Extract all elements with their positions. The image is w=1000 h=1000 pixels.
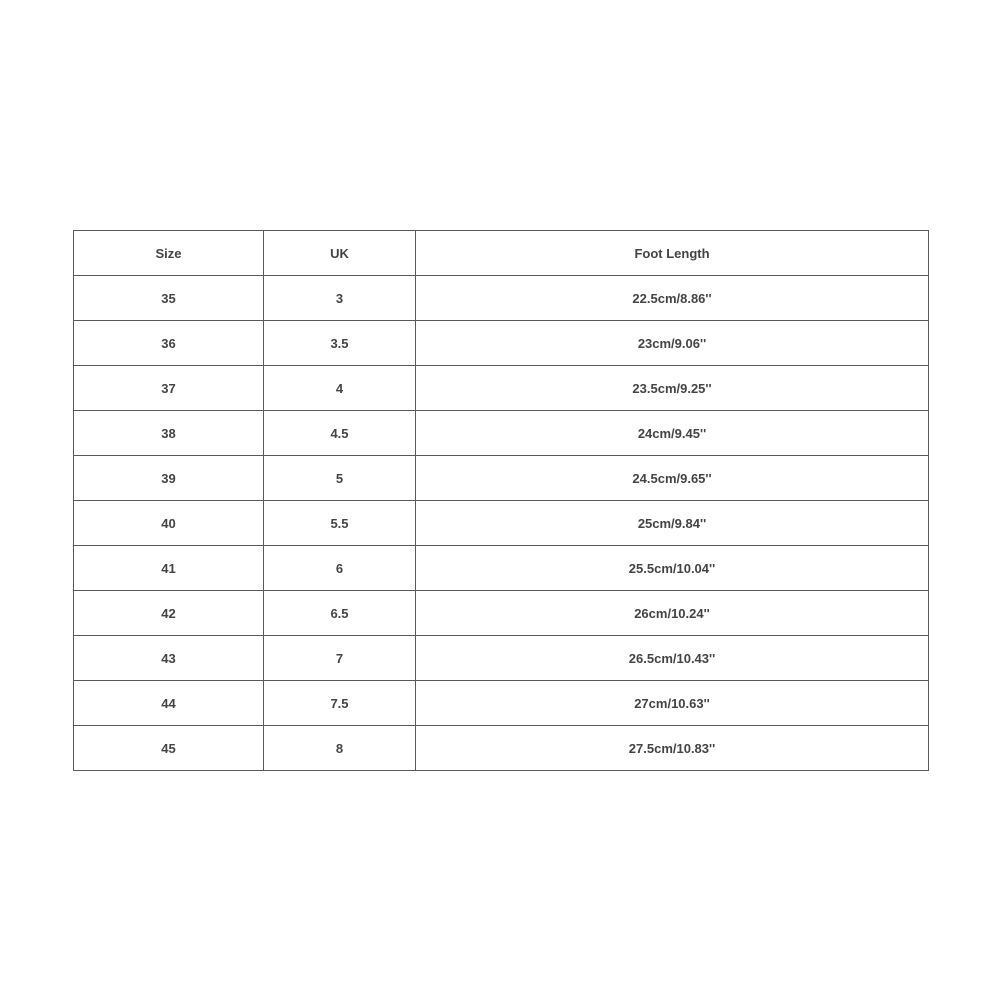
cell-foot-length: 25.5cm/10.04'' [416,546,929,591]
cell-size: 36 [74,321,264,366]
cell-foot-length: 22.5cm/8.86'' [416,276,929,321]
table-row [74,276,929,321]
cell-size: 40 [74,501,264,546]
table-row [74,681,929,726]
cell-uk: 4 [264,366,416,411]
cell-uk: 4.5 [264,411,416,456]
table-row [74,636,929,681]
cell-size: 44 [74,681,264,726]
cell-uk: 5 [264,456,416,501]
table-row [74,591,929,636]
cell-foot-length: 24.5cm/9.65'' [416,456,929,501]
cell-foot-length: 23cm/9.06'' [416,321,929,366]
table-row [74,501,929,546]
cell-size: 43 [74,636,264,681]
header-uk: UK [264,231,416,276]
cell-size: 37 [74,366,264,411]
cell-size: 45 [74,726,264,771]
cell-foot-length: 27cm/10.63'' [416,681,929,726]
cell-size: 38 [74,411,264,456]
table-row [74,366,929,411]
header-size: Size [74,231,264,276]
cell-uk: 7.5 [264,681,416,726]
cell-uk: 3 [264,276,416,321]
table-row [74,411,929,456]
cell-uk: 6 [264,546,416,591]
cell-size: 39 [74,456,264,501]
cell-uk: 6.5 [264,591,416,636]
cell-foot-length: 23.5cm/9.25'' [416,366,929,411]
cell-foot-length: 24cm/9.45'' [416,411,929,456]
cell-uk: 5.5 [264,501,416,546]
cell-uk: 3.5 [264,321,416,366]
cell-size: 42 [74,591,264,636]
cell-foot-length: 27.5cm/10.83'' [416,726,929,771]
cell-uk: 7 [264,636,416,681]
cell-size: 35 [74,276,264,321]
cell-foot-length: 26.5cm/10.43'' [416,636,929,681]
header-foot-length: Foot Length [416,231,929,276]
table-header-row [74,231,929,276]
cell-uk: 8 [264,726,416,771]
cell-foot-length: 26cm/10.24'' [416,591,929,636]
size-chart-table [73,230,929,771]
table-row [74,546,929,591]
table-row [74,321,929,366]
table-row [74,456,929,501]
cell-foot-length: 25cm/9.84'' [416,501,929,546]
table-row [74,726,929,771]
cell-size: 41 [74,546,264,591]
